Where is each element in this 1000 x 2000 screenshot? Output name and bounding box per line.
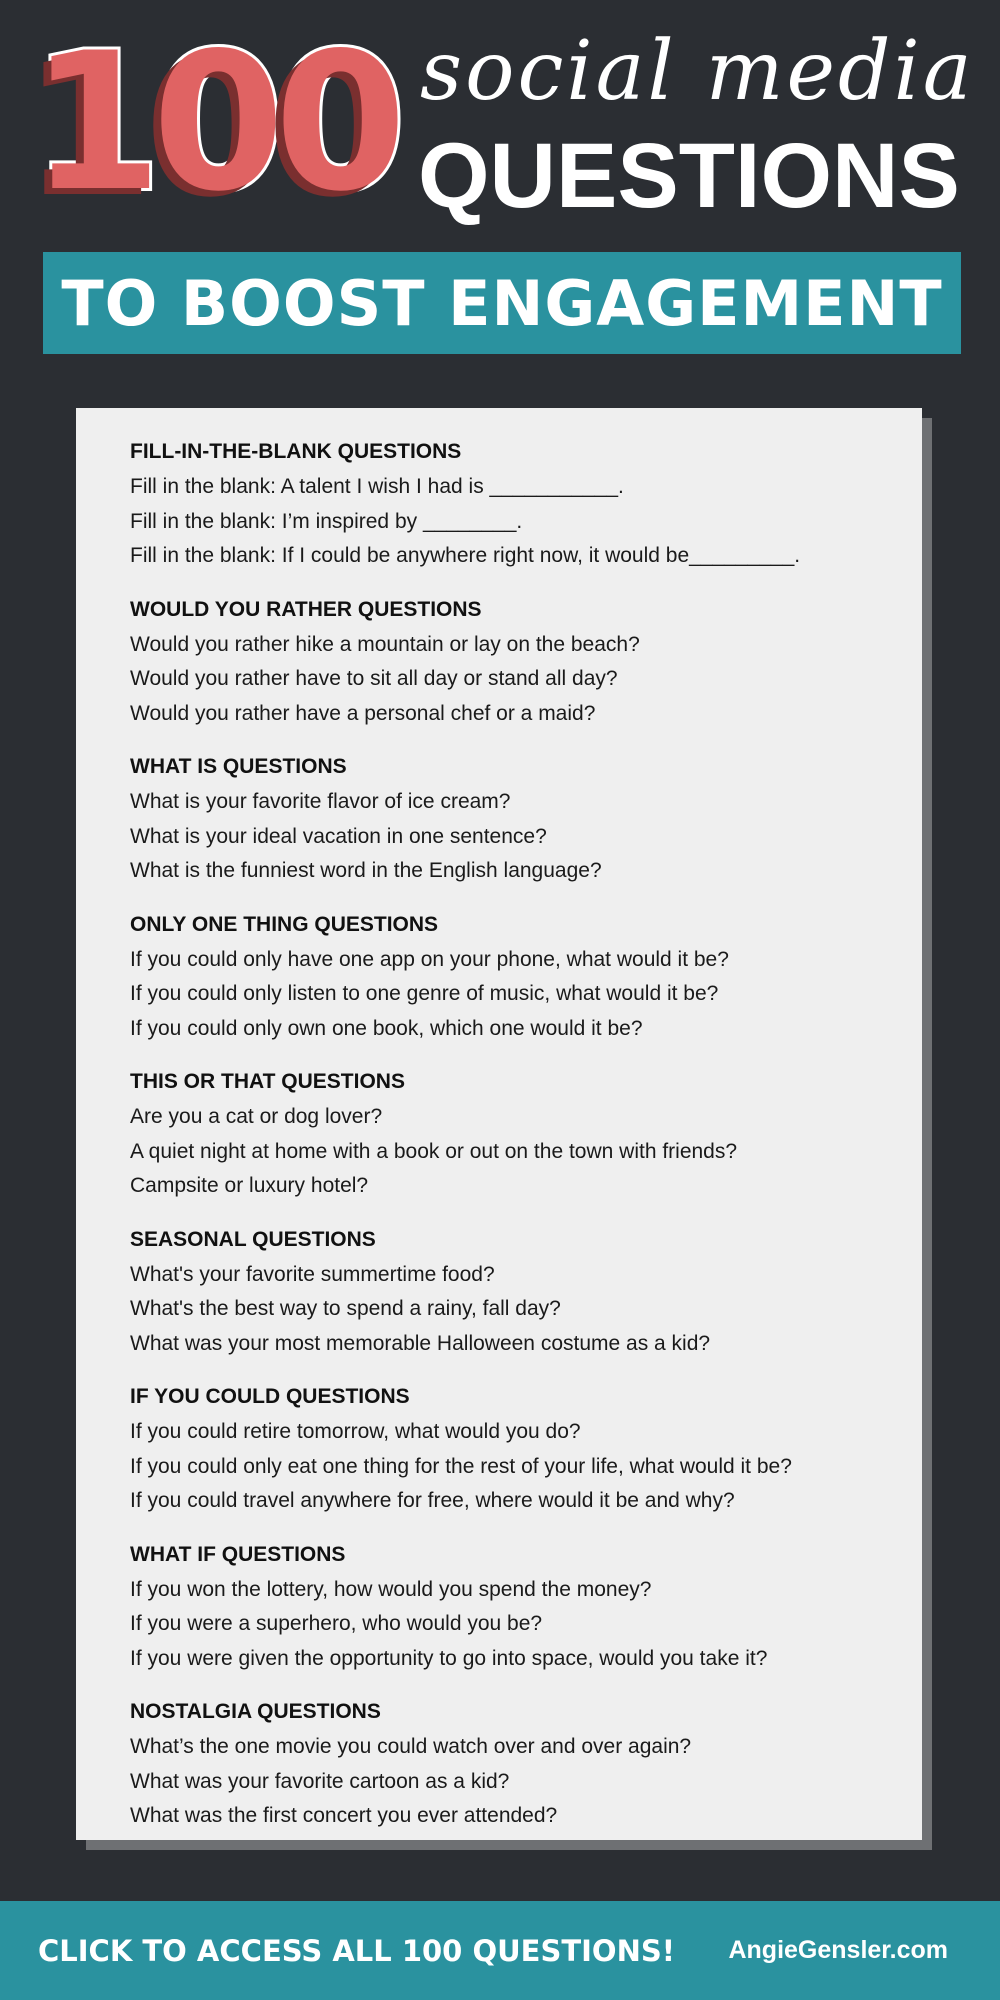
footer-cta-bar[interactable] — [0, 1901, 1000, 2000]
question-item: A quiet night at home with a book or out on the town with friends? — [130, 1139, 738, 1163]
question-item: Campsite or luxury hotel? — [130, 1174, 369, 1197]
question-item: If you could only own one book, which one would it be? — [130, 1016, 643, 1040]
title-number: 100 — [30, 12, 397, 233]
section-title: THIS OR THAT QUESTIONS — [130, 1070, 405, 1093]
question-item: Fill in the blank: A talent I wish I had is ___________. — [130, 475, 624, 498]
question-section — [130, 907, 910, 1047]
question-section — [130, 1379, 910, 1519]
question-sections — [130, 434, 910, 1852]
access-all-questions-link[interactable]: CLICK TO ACCESS ALL 100 QUESTIONS! — [38, 1933, 675, 1968]
question-item: If you could only listen to one genre of music, what would it be? — [130, 982, 719, 1005]
question-item: If you could retire tomorrow, what would you do? — [130, 1420, 581, 1443]
section-title: WHAT IS QUESTIONS — [130, 755, 347, 778]
question-item: Are you a cat or dog lover? — [130, 1105, 383, 1128]
section-title: NOSTALGIA QUESTIONS — [130, 1700, 381, 1723]
question-item: If you were given the opportunity to go into space, would you take it? — [130, 1646, 768, 1670]
title-script-text: social media — [420, 24, 975, 119]
section-title: FILL-IN-THE-BLANK QUESTIONS — [130, 440, 462, 463]
question-item: Would you rather have to sit all day or stand all day? — [130, 667, 618, 690]
question-item: What is your ideal vacation in one sentence? — [130, 824, 547, 848]
question-item: What was your favorite cartoon as a kid? — [130, 1769, 510, 1793]
question-item: Fill in the blank: I’m inspired by ________. — [130, 509, 523, 533]
question-item: What was your most memorable Halloween costume as a kid? — [130, 1331, 711, 1355]
question-section — [130, 749, 910, 889]
question-section — [130, 1064, 910, 1204]
question-item: Would you rather hike a mountain or lay on the beach? — [130, 632, 640, 656]
question-item: If you were a superhero, who would you be? — [130, 1612, 543, 1635]
subtitle-banner — [43, 252, 961, 354]
title-questions-word: QUESTIONS — [418, 125, 960, 227]
question-item: If you could only eat one thing for the rest of your life, what would it be? — [130, 1454, 792, 1478]
header — [0, 0, 1000, 380]
section-title: IF YOU COULD QUESTIONS — [130, 1385, 410, 1408]
subtitle-banner-text: TO BOOST ENGAGEMENT — [61, 266, 943, 340]
question-section — [130, 1537, 910, 1677]
question-item: What’s the one movie you could watch over and over again? — [130, 1735, 692, 1758]
questions-card — [76, 408, 922, 1840]
section-title: ONLY ONE THING QUESTIONS — [130, 912, 439, 936]
website-link[interactable]: AngieGensler.com — [728, 1936, 948, 1964]
section-title: WHAT IF QUESTIONS — [130, 1542, 346, 1566]
question-item: What was the first concert you ever attended? — [130, 1804, 558, 1827]
question-item: If you could only have one app on your phone, what would it be? — [130, 947, 729, 971]
question-item: What's your favorite summertime food? — [130, 1262, 495, 1286]
question-section — [130, 1694, 910, 1834]
section-title: SEASONAL QUESTIONS — [130, 1227, 376, 1251]
question-section — [130, 592, 910, 732]
question-item: If you could travel anywhere for free, where would it be and why? — [130, 1489, 735, 1512]
question-item: Fill in the blank: If I could be anywhere right now, it would be_________. — [130, 544, 801, 567]
question-section — [130, 434, 910, 574]
question-item: What is your favorite flavor of ice cream? — [130, 790, 511, 813]
question-item: What's the best way to spend a rainy, fall day? — [130, 1297, 561, 1320]
question-item: Would you rather have a personal chef or a maid? — [130, 701, 596, 725]
question-item: If you won the lottery, how would you spend the money? — [130, 1577, 652, 1601]
section-title: WOULD YOU RATHER QUESTIONS — [130, 597, 482, 621]
question-section — [130, 1222, 910, 1362]
question-item: What is the funniest word in the English language? — [130, 859, 602, 882]
